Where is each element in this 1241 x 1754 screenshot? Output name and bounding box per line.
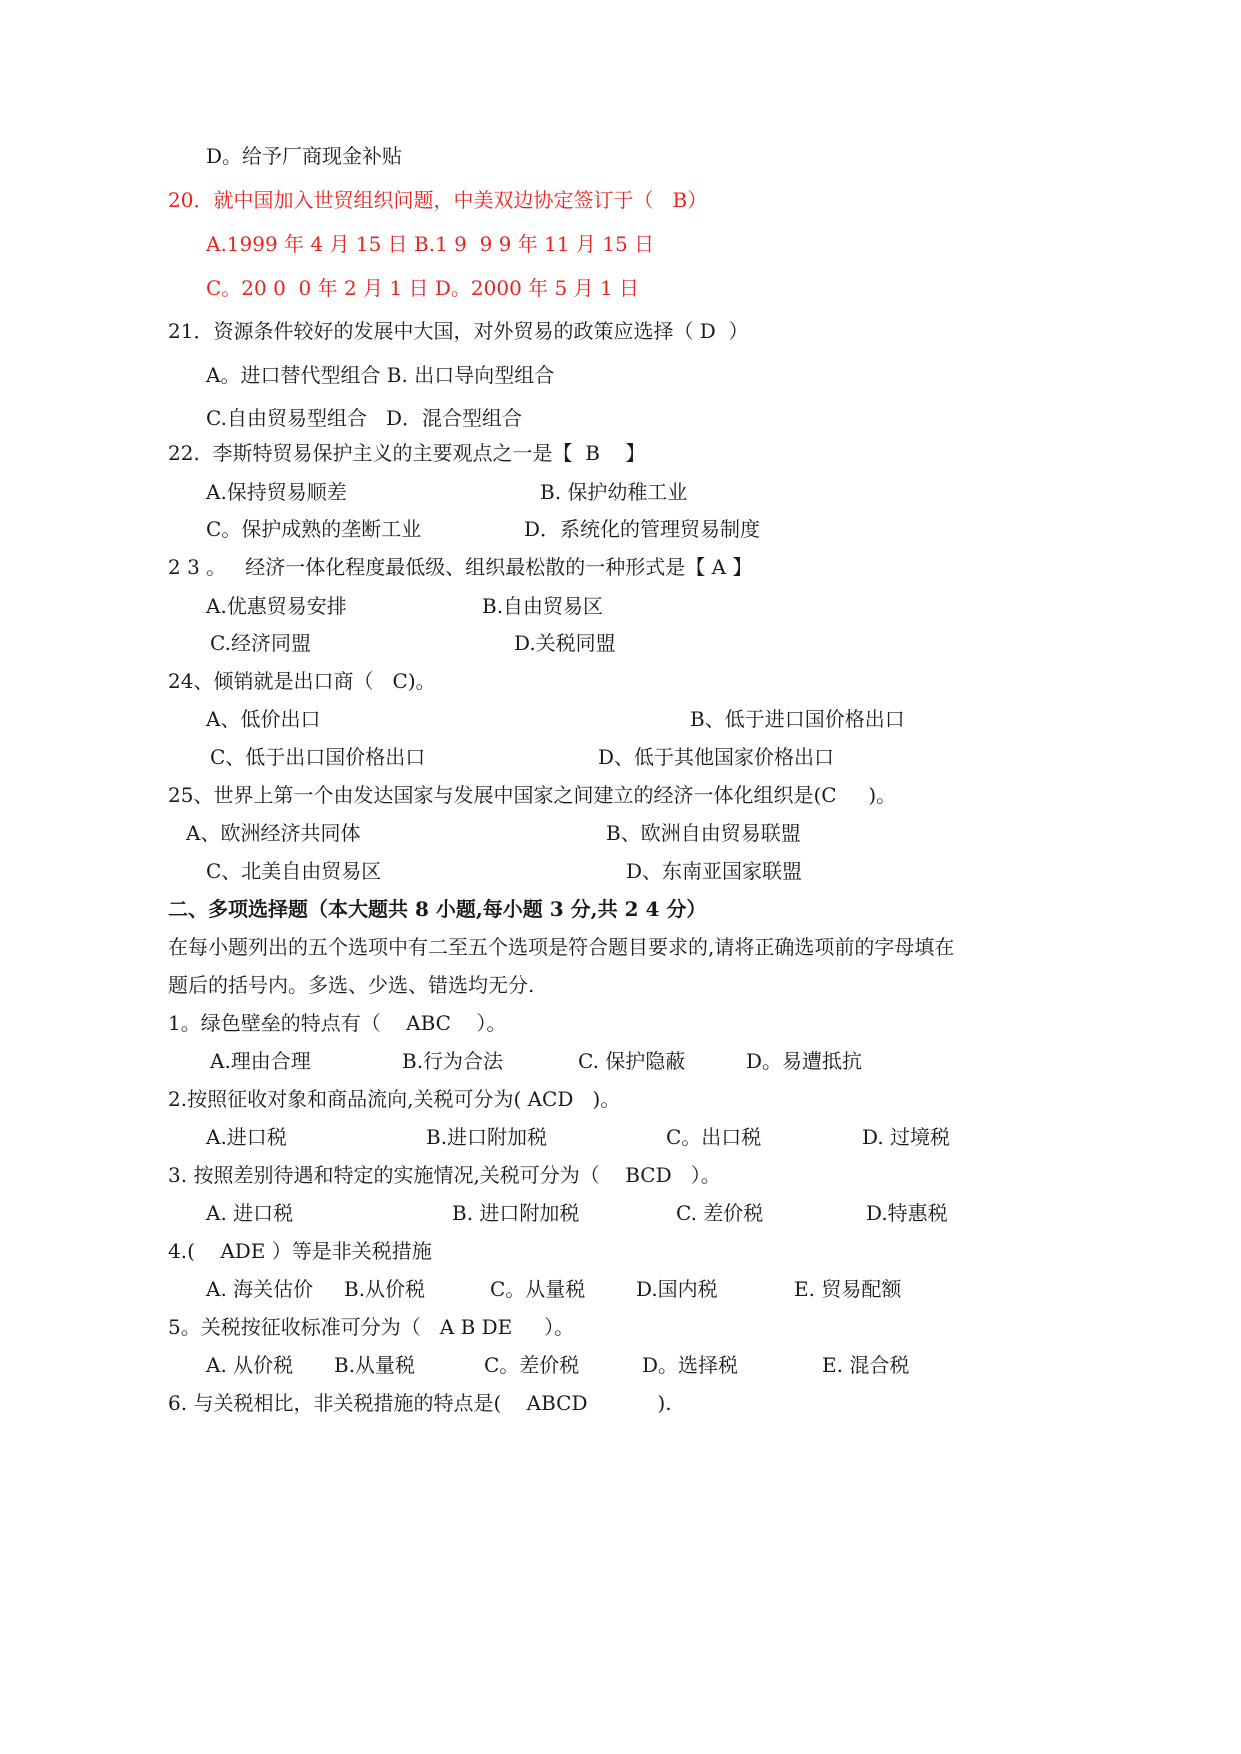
q23-option-d: D.关税同盟 [514, 631, 616, 655]
m5-option-b: B.从量税 [334, 1353, 416, 1377]
m4-option-a: A. 海关估价 [206, 1277, 314, 1301]
m4-stem: 4.( ADE ）等是非关税措施 [168, 1239, 432, 1263]
m2-option-d: D. 过境税 [862, 1125, 951, 1149]
q21-stem: 21．资源条件较好的发展中大国，对外贸易的政策应选择（ D ） [168, 319, 749, 343]
section2-instruction-line2: 题后的括号内。多选、少选、错选均无分. [168, 973, 535, 997]
m1-option-a: A.理由合理 [210, 1049, 311, 1073]
m2-option-b: B.进口附加税 [426, 1125, 548, 1149]
q22-stem: 22. 李斯特贸易保护主义的主要观点之一是【 B 】 [168, 441, 646, 465]
q24-option-c: C、低于出口国价格出口 [210, 745, 426, 769]
q21-options-ab: A。进口替代型组合 B. 出口导向型组合 [206, 363, 555, 387]
m1-option-d: D。易遭抵抗 [746, 1049, 863, 1073]
q21-options-cd: C.自由贸易型组合 D．混合型组合 [206, 406, 523, 430]
m2-option-a: A.进口税 [206, 1125, 287, 1149]
q22-option-b: B. 保护幼稚工业 [540, 480, 688, 504]
m3-stem: 3. 按照差别待遇和特定的实施情况,关税可分为（ BCD ）。 [168, 1163, 721, 1187]
m5-option-d: D。选择税 [642, 1353, 739, 1377]
m3-option-b: B. 进口附加税 [452, 1201, 580, 1225]
q22-option-c: C。保护成熟的垄断工业 [206, 517, 422, 541]
q24-option-b: B、低于进口国价格出口 [690, 707, 905, 731]
m6-stem: 6. 与关税相比，非关税措施的特点是( ABCD ). [168, 1391, 672, 1415]
q23-option-b: B.自由贸易区 [482, 594, 604, 618]
q22-option-d: D．系统化的管理贸易制度 [524, 517, 761, 541]
m4-option-c: C。从量税 [490, 1277, 586, 1301]
m5-option-c: C。差价税 [484, 1353, 580, 1377]
m1-option-b: B.行为合法 [402, 1049, 504, 1073]
q25-option-c: C、北美自由贸易区 [206, 859, 382, 883]
q24-option-a: A、低价出口 [206, 707, 321, 731]
m2-option-c: C。出口税 [666, 1125, 762, 1149]
q25-stem: 25、世界上第一个由发达国家与发展中国家之间建立的经济一体化组织是(C )。 [168, 783, 897, 807]
m3-option-a: A. 进口税 [206, 1201, 294, 1225]
m4-option-d: D.国内税 [636, 1277, 718, 1301]
q25-option-d: D、东南亚国家联盟 [626, 859, 803, 883]
q25-option-b: B、欧洲自由贸易联盟 [606, 821, 801, 845]
q19-option-d: D。给予厂商现金补贴 [206, 144, 403, 168]
section2-heading: 二、多项选择题（本大题共 8 小题,每小题 3 分,共 2 4 分） [168, 897, 707, 921]
section2-instruction-line1: 在每小题列出的五个选项中有二至五个选项是符合题目要求的,请将正确选项前的字母填在 [168, 935, 955, 959]
q24-option-d: D、低于其他国家价格出口 [598, 745, 835, 769]
q20-stem: 20．就中国加入世贸组织问题，中美双边协定签订于（ B） [168, 188, 708, 212]
m4-option-b: B.从价税 [344, 1277, 426, 1301]
q20-options-cd: C。20 0 0 年 2 月 1 日 D。2000 年 5 月 1 日 [206, 276, 640, 300]
q25-option-a: A、欧洲经济共同体 [186, 821, 361, 845]
q20-options-ab: A.1999 年 4 月 15 日 B.1 9 9 9 年 11 月 15 日 [206, 232, 655, 256]
m3-option-d: D.特惠税 [866, 1201, 948, 1225]
m1-option-c: C. 保护隐蔽 [578, 1049, 686, 1073]
m5-option-e: E. 混合税 [822, 1353, 910, 1377]
q22-option-a: A.保持贸易顺差 [206, 480, 347, 504]
q24-stem: 24、倾销就是出口商（ C)。 [168, 669, 436, 693]
q23-option-c: C.经济同盟 [210, 631, 311, 655]
m4-option-e: E. 贸易配额 [794, 1277, 902, 1301]
m5-option-a: A. 从价税 [206, 1353, 294, 1377]
q23-option-a: A.优惠贸易安排 [206, 594, 347, 618]
q23-stem: 2 3 。 经济一体化程度最低级、组织最松散的一种形式是【 A 】 [168, 555, 753, 579]
m2-stem: 2.按照征收对象和商品流向,关税可分为( ACD )。 [168, 1087, 621, 1111]
m5-stem: 5。关税按征收标准可分为（ A B DE ）。 [168, 1315, 575, 1339]
m1-stem: 1。绿色壁垒的特点有（ ABC ）。 [168, 1011, 507, 1035]
m3-option-c: C. 差价税 [676, 1201, 764, 1225]
